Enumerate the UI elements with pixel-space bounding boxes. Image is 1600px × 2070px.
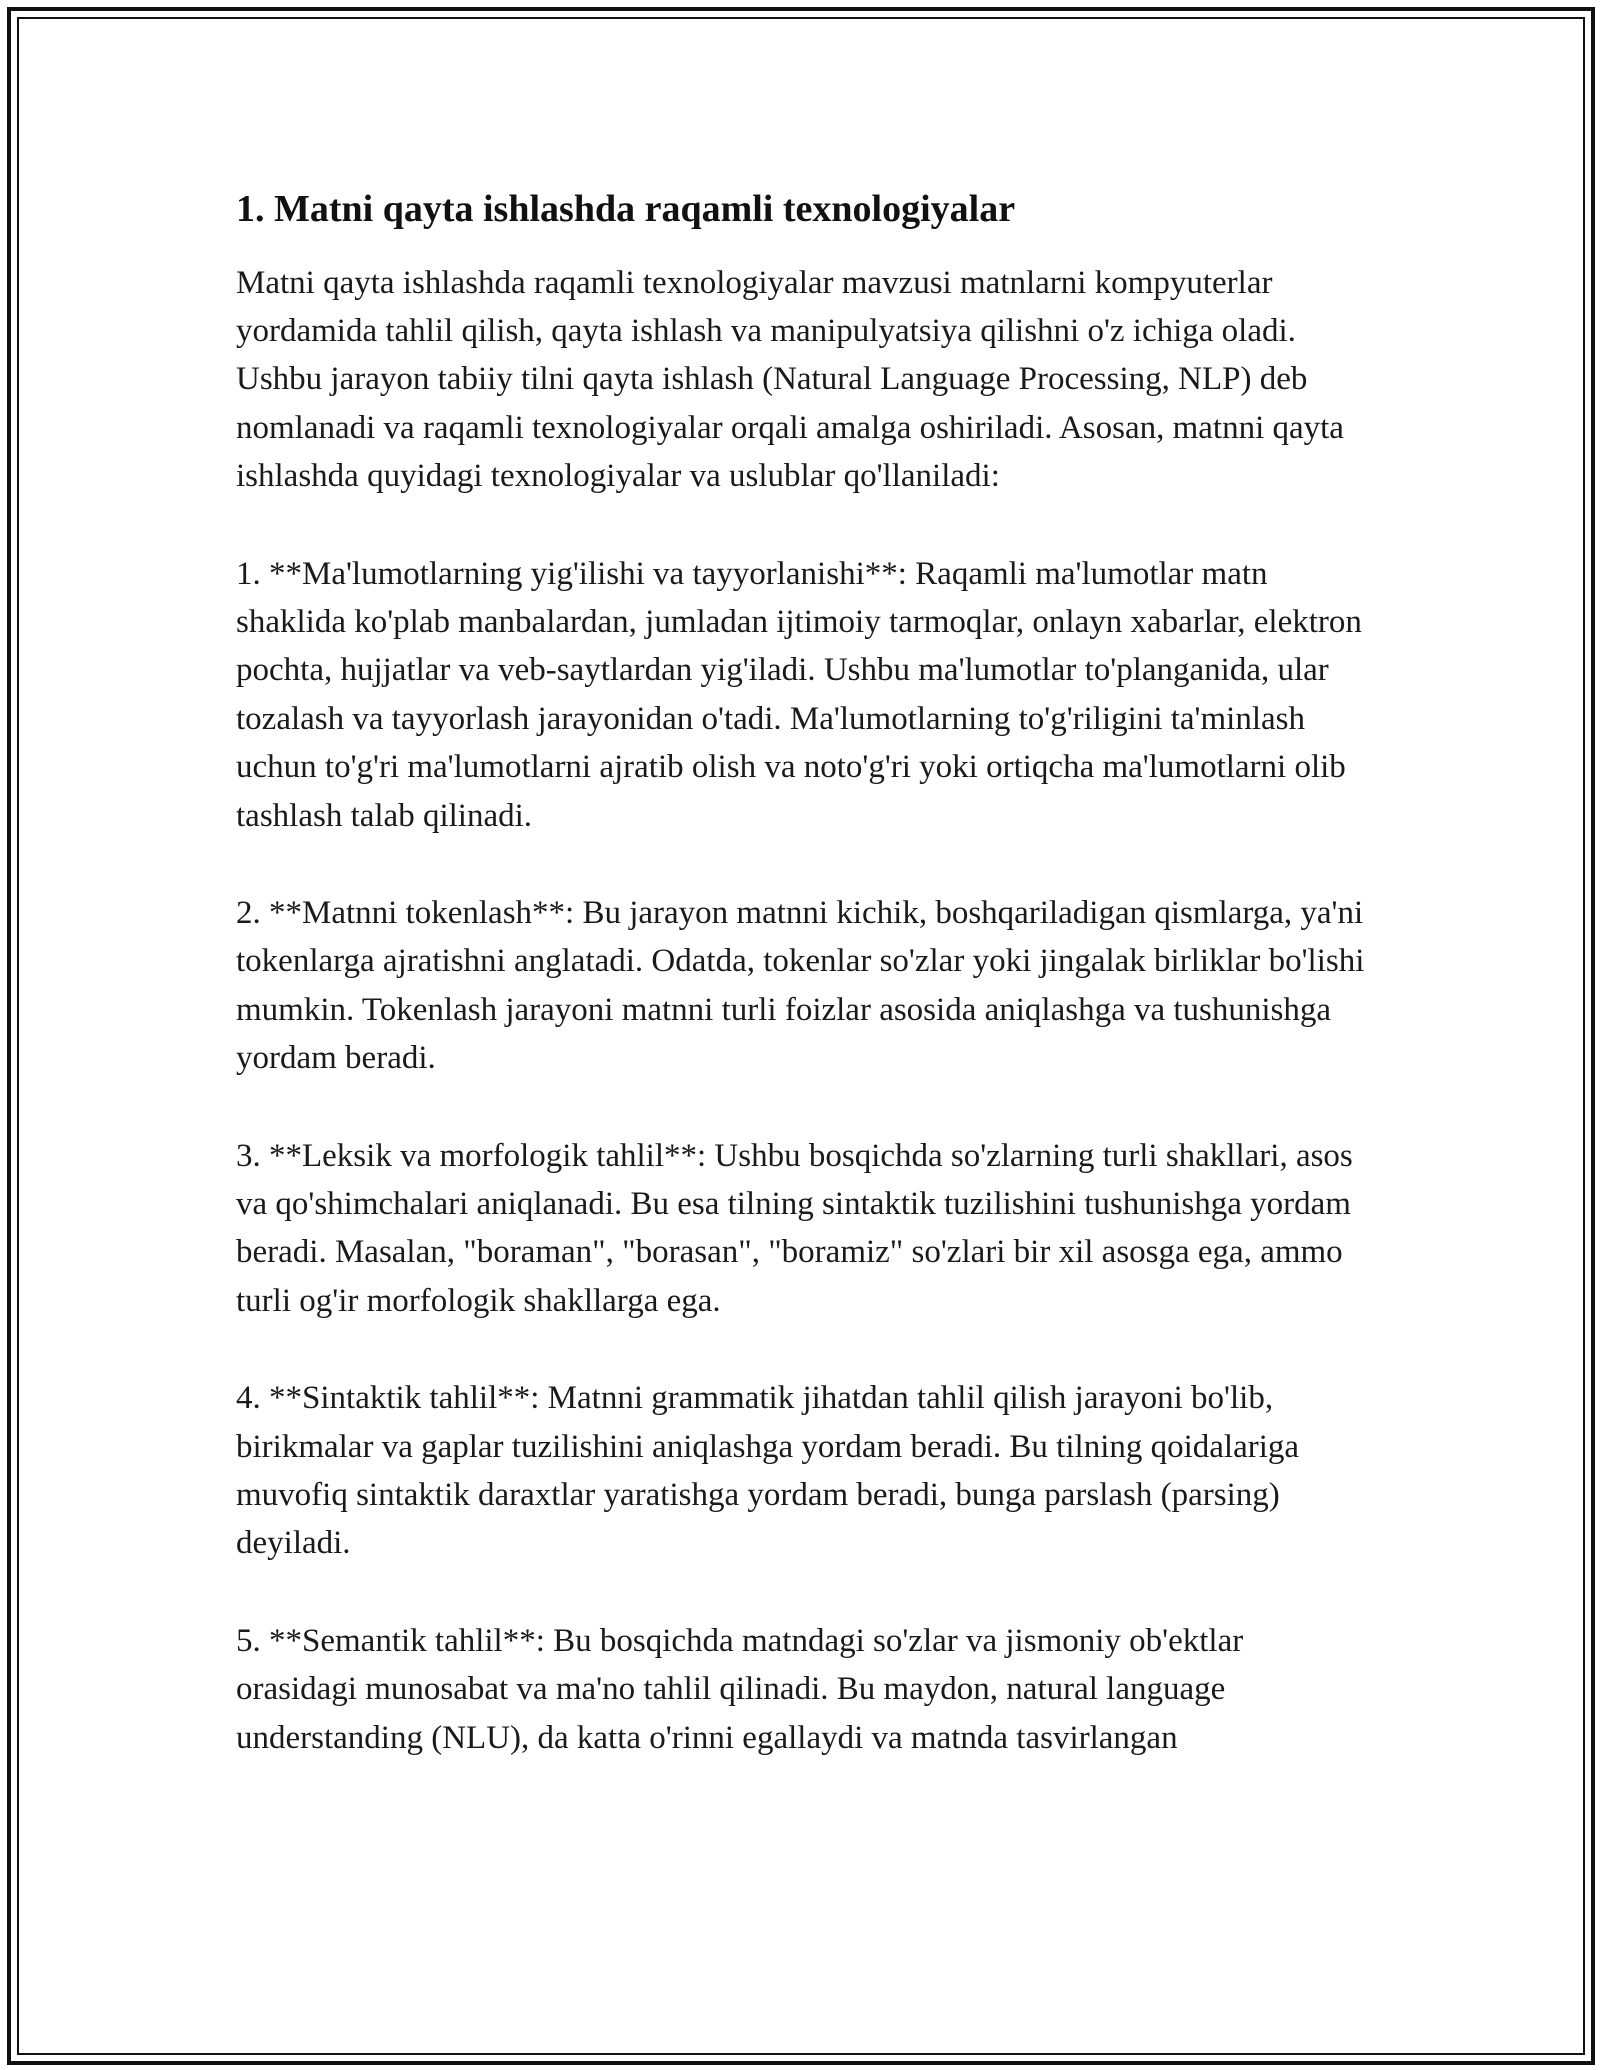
intro-paragraph: Matni qayta ishlashda raqamli texnologiyalar mavzusi matnlarni kompyuterlar yordamida tahlil qilish, qayta ishlash va manipulyatsiya qilishni o'z ichiga oladi. Ushbu jarayon tabiiy tilni qayta ishlash (Natural Language Processing, NLP) deb nomlanadi va raqamli texnologiyalar orqali amalga oshiriladi. Asosan, matnni qayta ishlashda quyidagi texnologiyalar va uslublar qo'llaniladi: (236, 264, 1344, 495)
item-5-paragraph: 5. **Semantik tahlil**: Bu bosqichda matndagi so'zlar va jismoniy ob'ektlar orasidagi munosabat va ma'no tahlil qilinadi. Bu maydon, natural language understanding (NLU), da katta o'rinni egallaydi va matnda tasvirlangan (236, 1622, 1244, 1756)
document-title: 1. Matni qayta ishlashda raqamli texnologiyalar (236, 188, 1016, 230)
document-body (236, 186, 1366, 1762)
item-4-paragraph: 4. **Sintaktik tahlil**: Matnni grammatik jihatdan tahlil qilish jarayoni bo'lib, birikmalar va gaplar tuzilishini aniqlashga yordam beradi. Bu tilning qoidalariga muvofiq sintaktik daraxtlar yaratishga yordam beradi, bunga parslash (parsing) deyiladi. (236, 1380, 1300, 1562)
item-2-paragraph: 2. **Matnni tokenlash**: Bu jarayon matnni kichik, boshqariladigan qismlarga, ya'ni tokenlarga ajratishni anglatadi. Odatda, tokenlar so'zlar yoki jingalak birliklar bo'lishi mumkin. Tokenlash jarayoni matnni turli foizlar asosida aniqlashga va tushunishga yordam beradi. (236, 894, 1365, 1077)
item-3-paragraph: 3. **Leksik va morfologik tahlil**: Ushbu bosqichda so'zlarning turli shakllari, asos va qo'shimchalari aniqlanadi. Bu esa tilning sintaktik tuzilishini tushunishga yordam beradi. Masalan, "boraman", "borasan", "boramiz" so'zlari bir xil asosga ega, ammo turli og'ir morfologik shakllarga ega. (236, 1137, 1353, 1319)
item-1-paragraph: 1. **Ma'lumotlarning yig'ilishi va tayyorlanishi**: Raqamli ma'lumotlar matn shaklida ko'plab manbalardan, jumladan ijtimoiy tarmoqlar, onlayn xabarlar, elektron pochta, hujjatlar va veb-saytlardan yig'iladi. Ushbu ma'lumotlar to'planganida, ular tozalash va tayyorlash jarayonidan o'tadi. Ma'lumotlarning to'g'riligini ta'minlash uchun to'g'ri ma'lumotlarni ajratib olish va noto'g'ri yoki ortiqcha ma'lumotlarni olib tashlash talab qilinadi. (236, 555, 1362, 834)
